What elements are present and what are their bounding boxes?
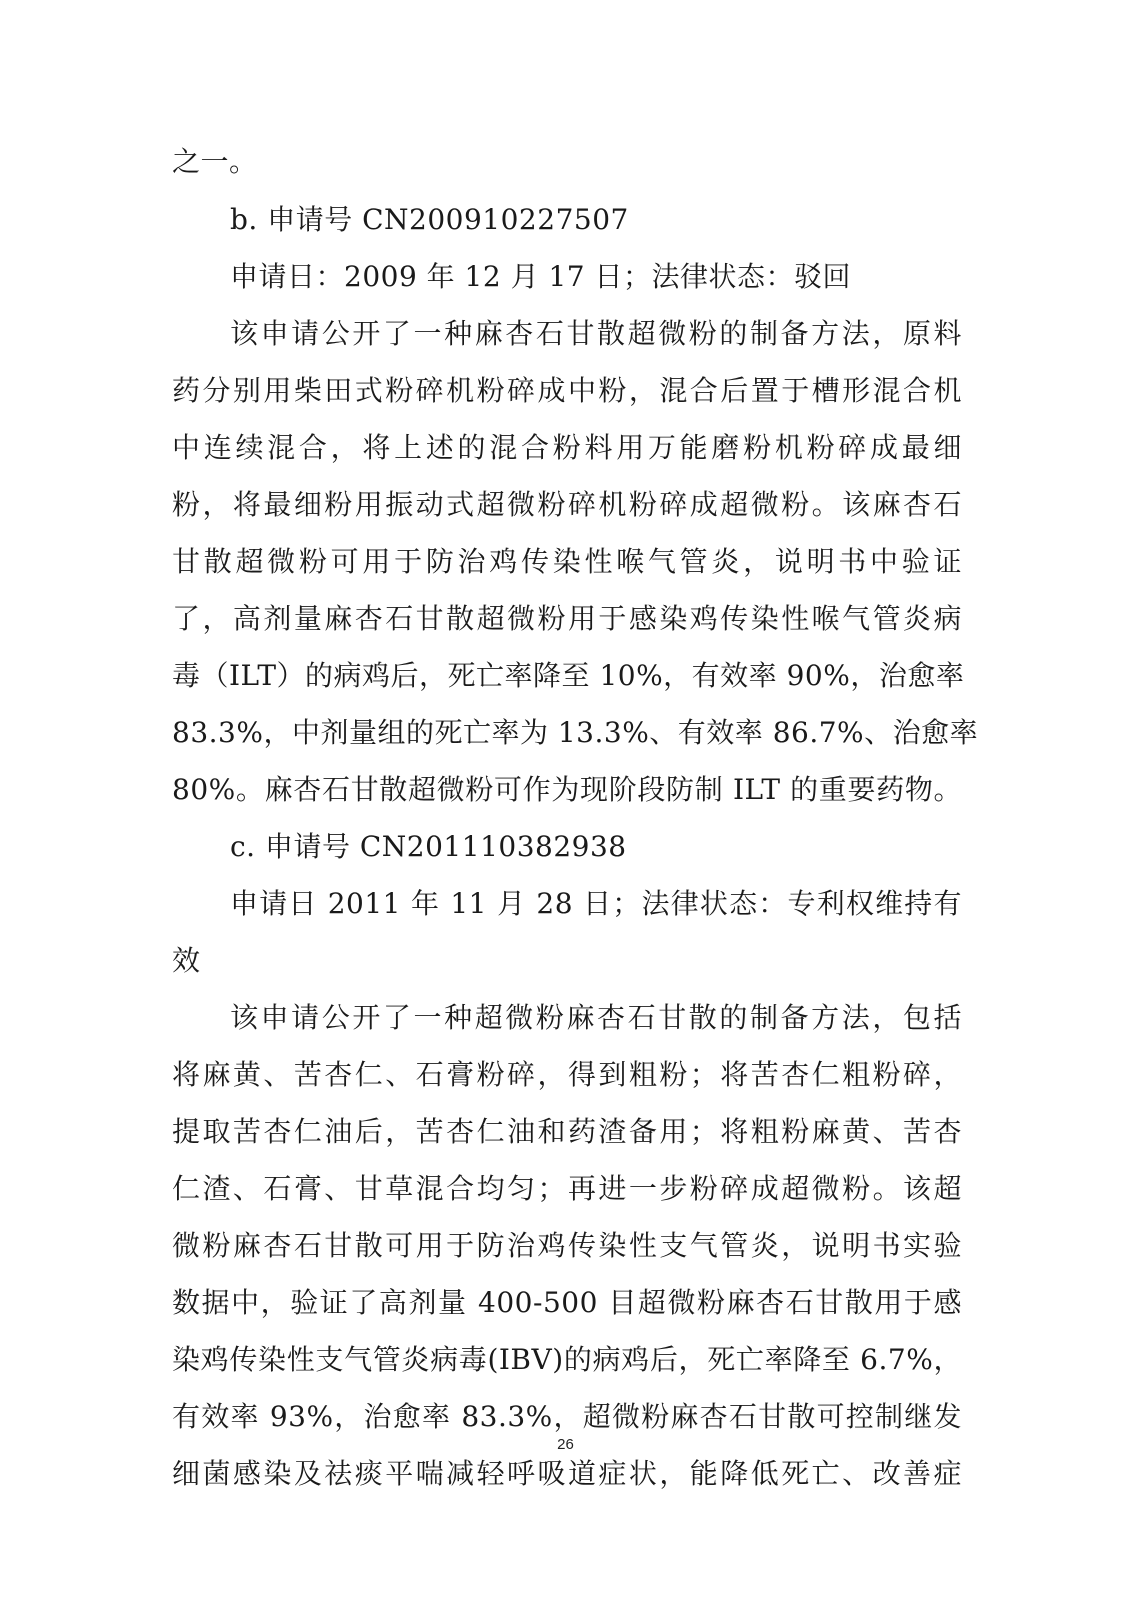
text-line: 仁渣、石膏、甘草混合均匀；再进一步粉碎成超微粉。该超 <box>172 1172 962 1205</box>
page-number: 26 <box>557 1436 574 1453</box>
text-line: 该申请公开了一种超微粉麻杏石甘散的制备方法，包括 <box>230 1001 962 1034</box>
text-line: 粉，将最细粉用振动式超微粉碎机粉碎成超微粉。该麻杏石 <box>172 488 962 521</box>
text-line: 细菌感染及祛痰平喘减轻呼吸道症状，能降低死亡、改善症 <box>172 1457 962 1490</box>
text-line: 效 <box>172 944 201 977</box>
text-line: 将麻黄、苦杏仁、石膏粉碎，得到粗粉；将苦杏仁粗粉碎， <box>172 1058 962 1091</box>
text-line: 毒（ILT）的病鸡后，死亡率降至 10%，有效率 90%，治愈率 <box>172 659 965 692</box>
text-line: 中连续混合，将上述的混合粉料用万能磨粉机粉碎成最细 <box>172 431 962 464</box>
text-line: 有效率 93%，治愈率 83.3%，超微粉麻杏石甘散可控制继发 <box>172 1400 962 1433</box>
text-line: 83.3%，中剂量组的死亡率为 13.3%、有效率 86.7%、治愈率 <box>172 716 979 749</box>
text-line: 数据中，验证了高剂量 400-500 目超微粉麻杏石甘散用于感 <box>172 1286 962 1319</box>
text-line: 了，高剂量麻杏石甘散超微粉用于感染鸡传染性喉气管炎病 <box>172 602 962 635</box>
text-line: 之一。 <box>172 145 258 178</box>
text-line: 提取苦杏仁油后，苦杏仁油和药渣备用；将粗粉麻黄、苦杏 <box>172 1115 962 1148</box>
text-line: 染鸡传染性支气管炎病毒(IBV)的病鸡后，死亡率降至 6.7%， <box>172 1343 962 1376</box>
application-c-date-status: 申请日 2011 年 11 月 28 日；法律状态：专利权维持有 <box>230 887 962 920</box>
text-line: 药分别用柴田式粉碎机粉碎成中粉，混合后置于槽形混合机 <box>172 374 962 407</box>
text-line: 80%。麻杏石甘散超微粉可作为现阶段防制 ILT 的重要药物。 <box>172 773 962 806</box>
text-line: 甘散超微粉可用于防治鸡传染性喉气管炎，说明书中验证 <box>172 545 962 578</box>
text-line: 该申请公开了一种麻杏石甘散超微粉的制备方法，原料 <box>230 317 962 350</box>
application-c-number: c. 申请号 CN201110382938 <box>230 830 627 863</box>
application-b-number: b. 申请号 CN200910227507 <box>230 203 629 236</box>
application-b-date-status: 申请日：2009 年 12 月 17 日；法律状态：驳回 <box>230 260 852 293</box>
text-line: 微粉麻杏石甘散可用于防治鸡传染性支气管炎，说明书实验 <box>172 1229 962 1262</box>
